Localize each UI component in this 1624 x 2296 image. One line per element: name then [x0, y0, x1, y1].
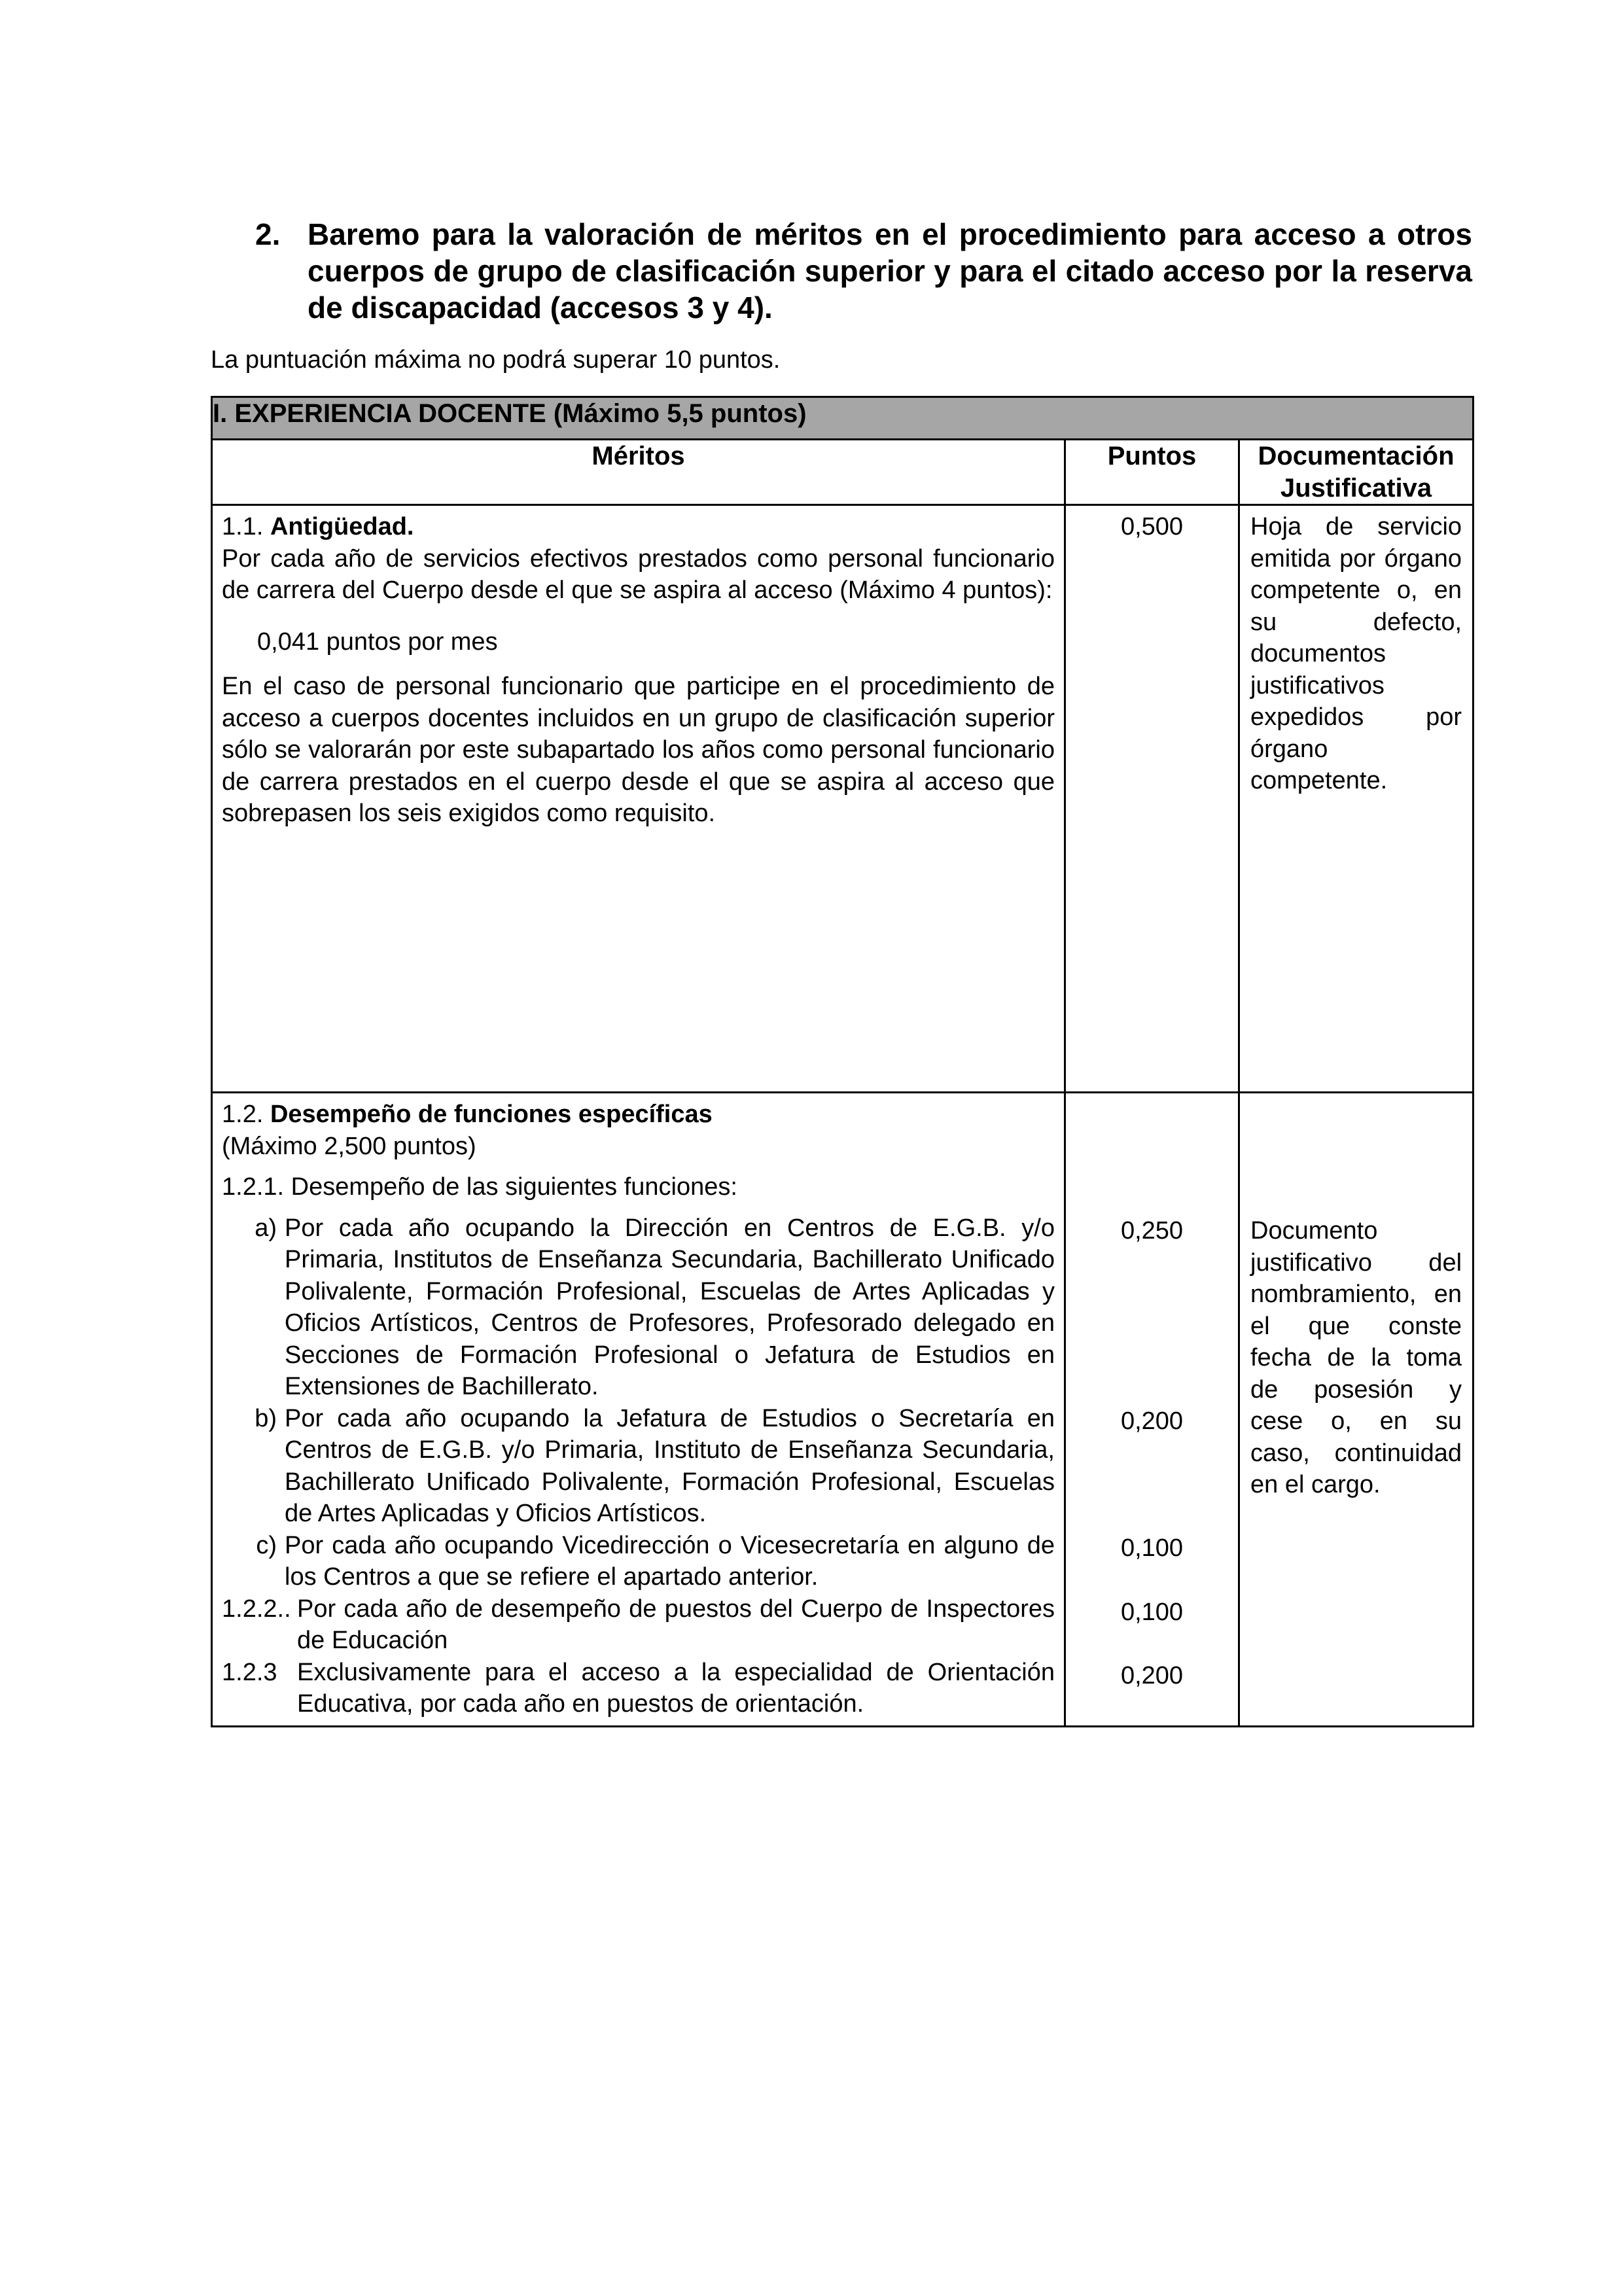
- item-label: 1.2.2..: [222, 1595, 291, 1623]
- row2-title: Desempeño de funciones específicas: [270, 1101, 713, 1128]
- heading-number: 2.: [255, 217, 281, 251]
- heading-text: Baremo para la valoración de méritos en el procedimiento para acceso a otros cuerpos de grupo de clasificación superior y para el citado acceso por la reserva de discapacidad (accesos 3 y 4).: [308, 217, 1472, 325]
- points-cell: [1065, 1093, 1239, 1727]
- table-row: [212, 505, 1474, 1093]
- header-meritos: Méritos: [212, 440, 1065, 505]
- item-text: Por cada año de desempeño de puestos del Cuerpo de Inspectores de Educación: [297, 1595, 1055, 1654]
- row1-num: 1.1.: [222, 513, 270, 540]
- row2-num: 1.2.: [222, 1101, 270, 1128]
- header-puntos: Puntos: [1065, 440, 1239, 505]
- intro-text: La puntuación máxima no podrá superar 10 puntos.: [211, 346, 781, 374]
- table-row: [212, 1093, 1474, 1727]
- points-cell: 0,500: [1065, 505, 1239, 1093]
- row1-para1: Por cada año de servicios efectivos prestados como personal funcionario de carrera del Cuerpo desde el que se aspira al acceso (Máximo 4 puntos):: [222, 544, 1055, 604]
- row2-sub1: 1.2.1. Desempeño de las siguientes funciones:: [222, 1173, 737, 1201]
- points-122: 0,100: [1120, 1598, 1184, 1626]
- list-item: [222, 1212, 1055, 1403]
- section-heading: [255, 216, 1472, 326]
- row2-subtitle: (Máximo 2,500 puntos): [222, 1132, 476, 1160]
- points-c: 0,100: [1120, 1534, 1184, 1562]
- section-title-rest: (Máximo 5,5 puntos): [546, 399, 807, 428]
- item-text: Por cada año ocupando la Dirección en Centros de E.G.B. y/o Primaria, Institutos de Enseñanza Secundaria, Bachillerato Unificado Polivalente, Formación Profesional, Escuelas de Artes Aplicadas y Oficios Artísticos, Centros de Profesores, Profesorado delegado en Secciones de Formación Profesional o Jefatura de Estudios en Extensiones de Bachillerato.: [285, 1214, 1055, 1400]
- item-label: c): [256, 1531, 277, 1559]
- doc-cell: [1239, 1093, 1474, 1727]
- points-a: 0,250: [1120, 1217, 1184, 1245]
- row2-doc: Documento justificativo del nombramiento, en el que conste fecha de la toma de posesión y cese o, en su caso, continuidad en el cargo.: [1250, 1217, 1462, 1498]
- merits-table: [211, 396, 1474, 1727]
- item-text: Exclusivamente para el acceso a la especialidad de Orientación Educativa, por cada año en puestos de orientación.: [297, 1658, 1055, 1718]
- column-header-row: [212, 440, 1474, 505]
- list-item: [222, 1593, 1055, 1657]
- list-item: [222, 1657, 1055, 1720]
- item-label: 1.2.3: [222, 1658, 277, 1686]
- points-123: 0,200: [1120, 1662, 1184, 1689]
- section-title-bold: I. EXPERIENCIA DOCENTE: [213, 399, 546, 428]
- row1-per-month: 0,041 puntos por mes: [257, 627, 498, 656]
- item-label: b): [255, 1404, 277, 1432]
- row1-para2: En el caso de personal funcionario que participe en el procedimiento de acceso a cuerpos docentes incluidos en un grupo de clasificación superior sólo se valorarán por este subapartado los años como personal funcionario de carrera prestados en el cuerpo desde el que se aspira al acceso que sobrepasen los seis exigidos como requisito.: [222, 673, 1055, 827]
- list-item: [222, 1530, 1055, 1593]
- doc-cell: Hoja de servicio emitida por órgano competente o, en su defecto, documentos justificativos expedidos por órgano competente.: [1239, 505, 1474, 1093]
- list-item: [222, 1403, 1055, 1530]
- section-title: [212, 397, 1474, 440]
- item-text: Por cada año ocupando la Jefatura de Estudios o Secretaría en Centros de E.G.B. y/o Primaria, Instituto de Enseñanza Secundaria, Bachillerato Unificado Polivalente, Formación Profesional, Escuelas de Artes Aplicadas y Oficios Artísticos.: [285, 1404, 1055, 1527]
- section-title-row: [212, 397, 1474, 440]
- points-b: 0,200: [1120, 1407, 1184, 1435]
- merit-cell-funciones: [212, 1093, 1065, 1727]
- item-text: Por cada año ocupando Vicedirección o Vicesecretaría en alguno de los Centros a que se refiere el apartado anterior.: [285, 1531, 1055, 1591]
- item-label: a): [255, 1214, 277, 1242]
- row1-title: Antigüedad.: [270, 513, 414, 540]
- header-documentacion: Documentación Justificativa: [1239, 440, 1474, 505]
- merit-cell-antiguedad: [212, 505, 1065, 1093]
